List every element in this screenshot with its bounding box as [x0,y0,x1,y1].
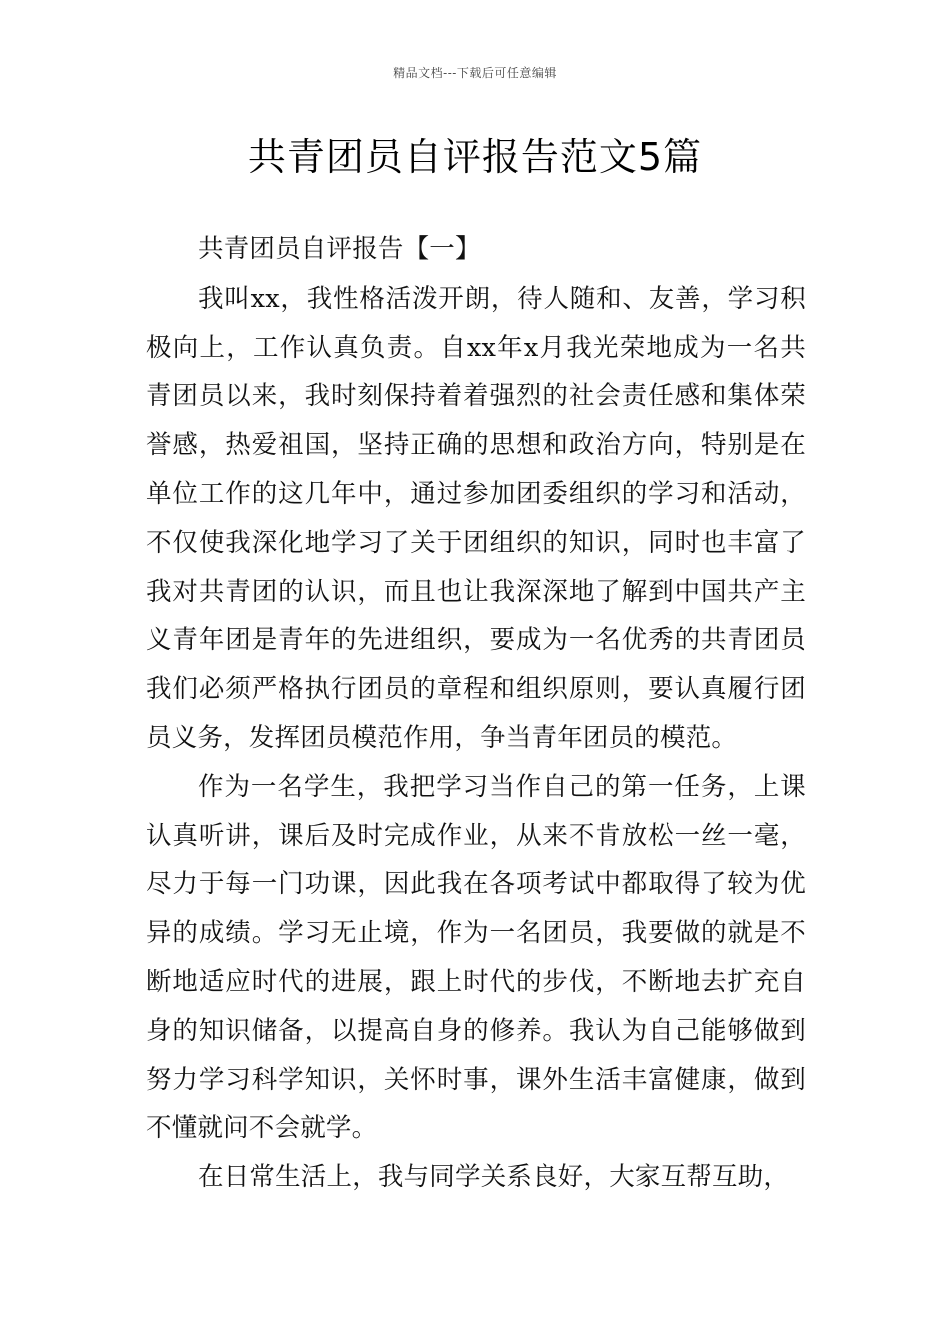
page-title: 共青团员自评报告范文5篇 [247,135,703,179]
header-note: 精品文档---下载后可任意编辑 [393,66,557,80]
paragraph-3: 在日常生活上，我与同学关系良好，大家互帮互助， [198,1162,790,1193]
paragraph-2: 作为一名学生，我把学习当作自己的第一任务，上课认真听讲，课后及时完成作业，从来不肯放松一丝一毫，尽力于每一门功课，因此我在各项考试中都取得了较为优异的成绩。学习无止境，作为一名团员，我要做的就是不断地适应时代的进展，跟上时代的步伐，不断地去扩充自身的知识储备，以提高自身的修养。我认为自己能够做到努力学习科学知识，关怀时事，课外生活丰富健康，做到不懂就问不会就学。 [146,771,806,1144]
section-heading: 共青团员自评报告【一】 [198,234,481,264]
paragraph-1: 我叫xx，我性格活泼开朗，待人随和、友善，学习积极向上，工作认真负责。自xx年x月我光荣地成为一名共青团员以来，我时刻保持着着强烈的社会责任感和集体荣誉感，热爱祖国，坚持正确的思想和政治方向，特别是在单位工作的这几年中，通过参加团委组织的学习和活动，不仅使我深化地学习了关于团组织的知识，同时也丰富了我对共青团的认识，而且也让我深深地了解到中国共产主义青年团是青年的先进组织，要成为一名优秀的共青团员我们必须严格执行团员的章程和组织原则，要认真履行团员义务，发挥团员模范作用，争当青年团员的模范。 [146,283,806,753]
document-body [146,225,806,1202]
